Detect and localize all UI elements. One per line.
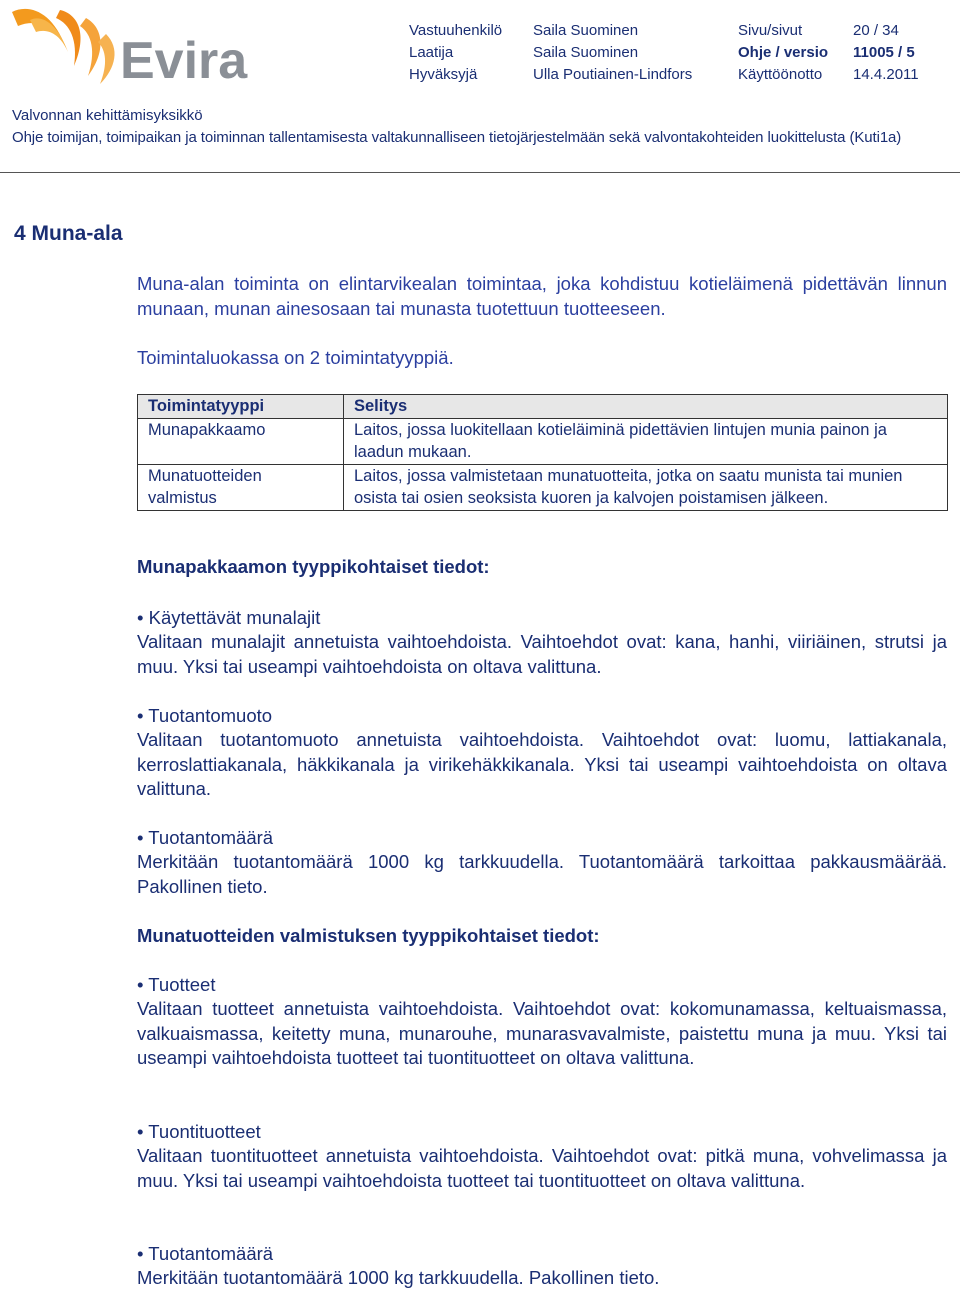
section-heading: 4 Muna-ala — [14, 222, 123, 245]
table-cell-type: Munatuotteiden valmistus — [138, 464, 344, 510]
table-cell-description: Laitos, jossa valmistetaan munatuotteita, jotka on saatu munista tai munien osista tai osien seoksista kuoren ja kalvojen poistamisen jälkeen. — [344, 464, 948, 510]
table-header-description: Selitys — [344, 395, 948, 419]
packing-item-label: • Tuotantomäärä — [137, 826, 947, 851]
header-value-version: 11005 / 5 — [853, 44, 915, 61]
svg-text:Evira: Evira — [120, 32, 248, 90]
guide-title: Ohje toimijan, toimipaikan ja toiminnan tallentamisesta valtakunnalliseen tietojärjestelmään sekä valvontakohteiden luokittelusta (Kuti1a) — [12, 129, 902, 146]
header-label-author: Laatija — [409, 44, 454, 61]
manufacturing-item-label: • Tuotteet — [137, 973, 947, 998]
header-label-approver: Hyväksyjä — [409, 66, 478, 83]
evira-logo — [8, 4, 263, 90]
packing-item-text: Valitaan tuotantomuoto annetuista vaihtoehdoista. Vaihtoehdot ovat: luomu, lattiakanala, kerroslattiakanala, häkkikanala ja virikehäkkikanala. Yksi tai useampi vaihtoehdoista on oltava valittuna. — [137, 729, 947, 799]
header-label-version: Ohje / versio — [738, 44, 829, 61]
manufacturing-item-text: Merkitään tuotantomäärä 1000 kg tarkkuudella. Pakollinen tieto. — [137, 1267, 660, 1288]
header-divider — [0, 172, 960, 173]
header-label-pages: Sivu/sivut — [738, 22, 803, 39]
activity-type-table — [137, 394, 948, 511]
evira-logo-graphic — [8, 4, 263, 90]
header-value-responsible: Saila Suominen — [533, 22, 639, 39]
table-header-row — [138, 395, 948, 419]
manufacturing-item-label: • Tuotantomäärä — [137, 1242, 947, 1267]
table-row — [138, 464, 948, 510]
manufacturing-item-text: Valitaan tuontituotteet annetuista vaihtoehdoista. Vaihtoehdot ovat: pitkä muna, vohvelimassa ja muu. Yksi tai useampi vaihtoehdoista tuotteet tai tuontituotteet on oltava valittuna. — [137, 1145, 947, 1191]
section-intro: Muna-alan toiminta on elintarvikealan toimintaa, joka kohdistuu kotieläimenä pidettävän linnun munaan, munan ainesosaan tai munasta tuotettuun tuotteeseen. — [137, 273, 947, 319]
packing-item-text: Valitaan munalajit annetuista vaihtoehdoista. Vaihtoehdot ovat: kana, hanhi, viiriäinen, strutsi ja muu. Yksi tai useampi vaihtoehdoista on oltava valittuna. — [137, 631, 947, 677]
header-value-approver: Ulla Poutiainen-Lindfors — [533, 66, 693, 83]
unit-name: Valvonnan kehittämisyksikkö — [12, 107, 203, 124]
header-label-effective: Käyttöönotto — [738, 66, 823, 83]
packing-item-label: • Tuotantomuoto — [137, 704, 947, 729]
manufacturing-item-text: Valitaan tuotteet annetuista vaihtoehdoista. Vaihtoehdot ovat: kokomunamassa, keltuaismassa, valkuaismassa, keitetty muna, munarouhe, munarasvavalmiste, paistettu muna ja muu. Yksi tai useampi vaihtoehdoista tuotteet tai tuontituotteet on oltava valittuna. — [137, 998, 947, 1068]
table-cell-description: Laitos, jossa luokitellaan kotieläiminä pidettävien lintujen munia painon ja laadun mukaan. — [344, 418, 948, 464]
packing-item-text: Merkitään tuotantomäärä 1000 kg tarkkuudella. Tuotantomäärä tarkoittaa pakkausmäärää. Pakollinen tieto. — [137, 851, 947, 897]
table-cell-type: Munapakkaamo — [138, 418, 344, 464]
manufacturing-subheading: Munatuotteiden valmistuksen tyyppikohtaiset tiedot: — [137, 925, 600, 946]
packing-item-label: • Käytettävät munalajit — [137, 606, 947, 631]
header-value-pages: 20 / 34 — [853, 22, 899, 39]
header-value-effective: 14.4.2011 — [853, 66, 919, 83]
header-label-responsible: Vastuuhenkilö — [409, 22, 503, 39]
section-count-text: Toimintaluokassa on 2 toimintatyyppiä. — [137, 347, 454, 368]
manufacturing-item-label: • Tuontituotteet — [137, 1120, 947, 1145]
header-value-author: Saila Suominen — [533, 44, 639, 61]
table-header-type: Toimintatyyppi — [138, 395, 344, 419]
packing-subheading: Munapakkaamon tyyppikohtaiset tiedot: — [137, 556, 490, 577]
table-row — [138, 418, 948, 464]
